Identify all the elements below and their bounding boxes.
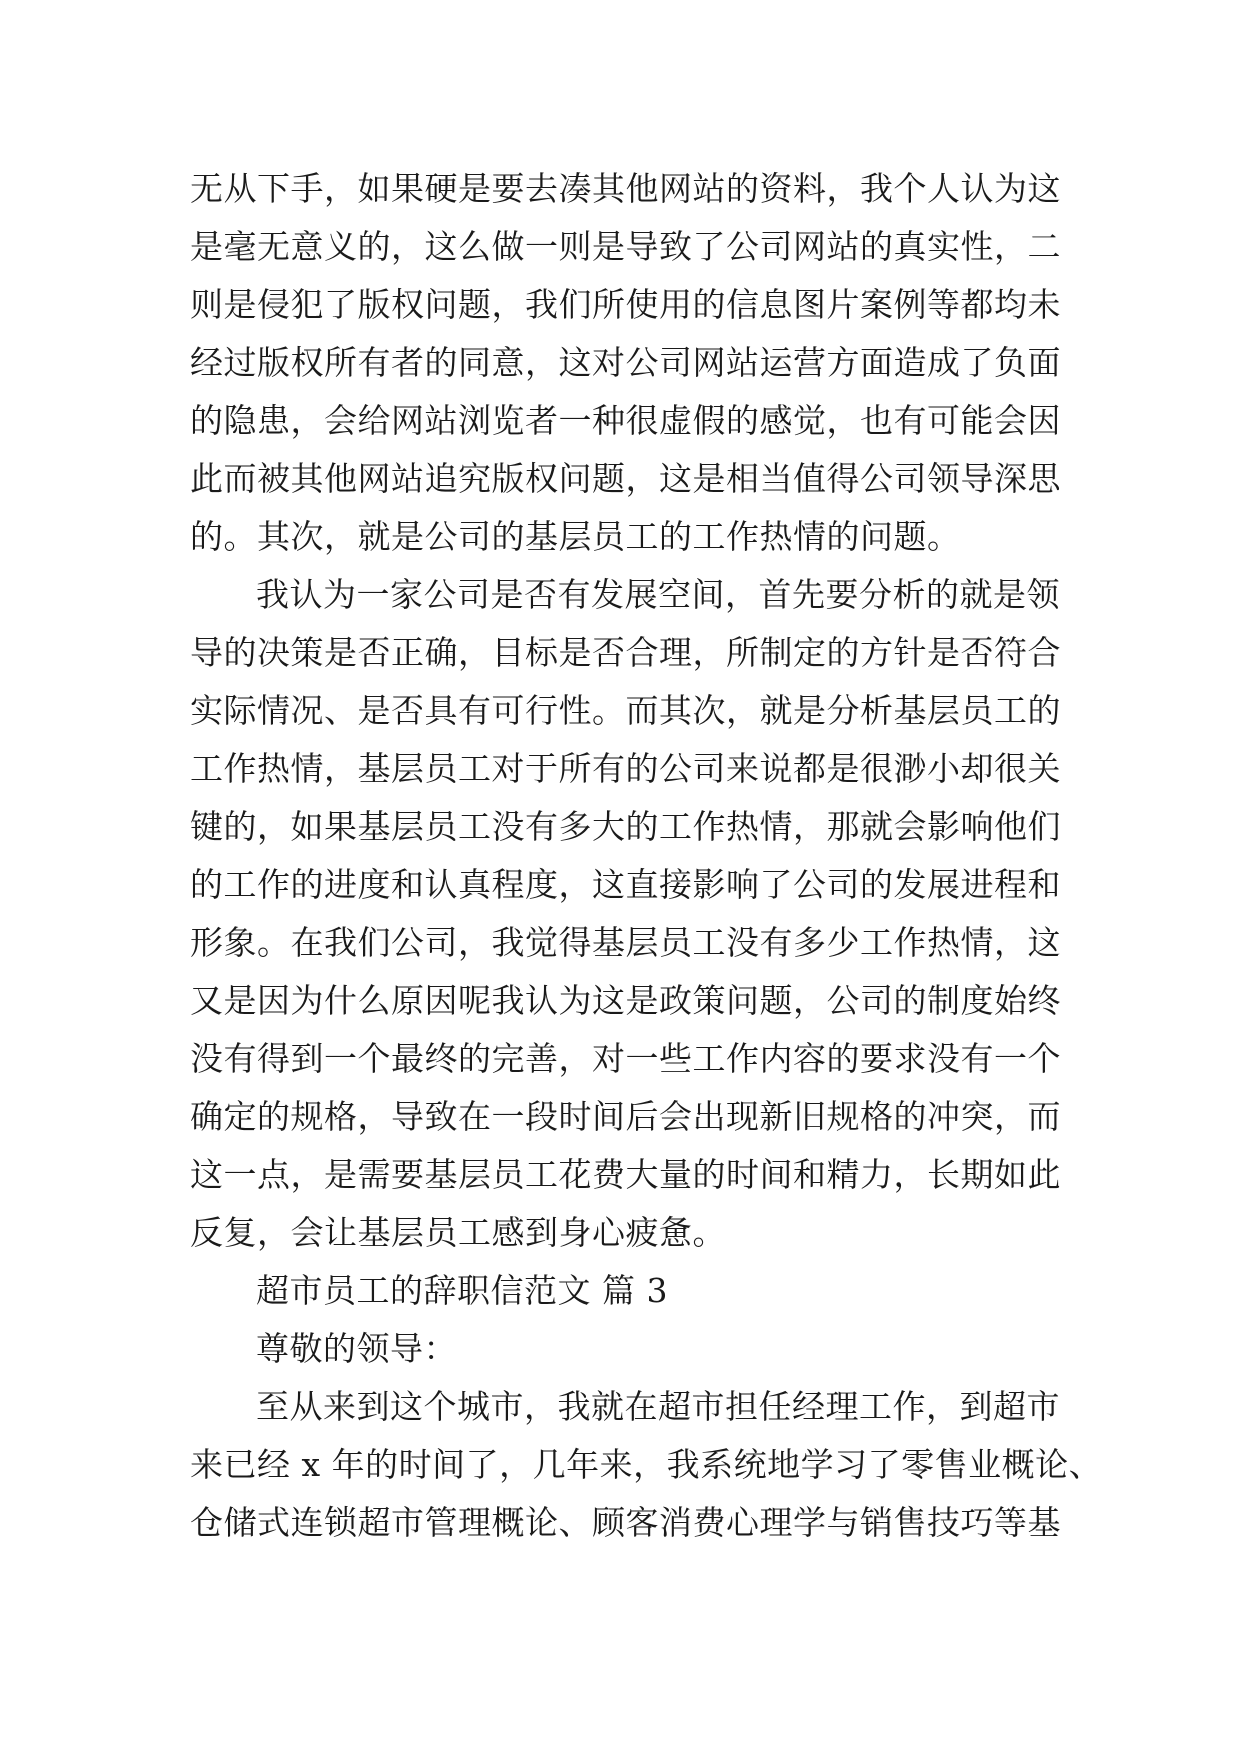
paragraph-line: 确定的规格，导致在一段时间后会出现新旧规格的冲突，而 — [190, 1097, 1061, 1136]
paragraph-line: 工作热情，基层员工对于所有的公司来说都是很渺小却很关 — [190, 749, 1061, 788]
paragraph-line: 这一点，是需要基层员工花费大量的时间和精力，长期如此 — [190, 1155, 1061, 1194]
paragraph-line: 导的决策是否正确，目标是否合理，所制定的方针是否符合 — [190, 633, 1061, 672]
paragraph-line: 实际情况、是否具有可行性。而其次，就是分析基层员工的 — [190, 691, 1061, 730]
section-heading: 超市员工的辞职信范文 篇 3 — [256, 1271, 668, 1310]
salutation: 尊敬的领导： — [256, 1329, 457, 1368]
paragraph-line: 此而被其他网站追究版权问题，这是相当值得公司领导深思 — [190, 459, 1061, 498]
paragraph-line: 没有得到一个最终的完善，对一些工作内容的要求没有一个 — [190, 1039, 1061, 1078]
paragraph-line: 反复，会让基层员工感到身心疲惫。 — [190, 1213, 726, 1252]
paragraph-line: 经过版权所有者的同意，这对公司网站运营方面造成了负面 — [190, 343, 1061, 382]
paragraph-line: 我认为一家公司是否有发展空间，首先要分析的就是领 — [256, 575, 1060, 614]
paragraph-line: 形象。在我们公司，我觉得基层员工没有多少工作热情，这 — [190, 923, 1061, 962]
paragraph-line: 无从下手，如果硬是要去凑其他网站的资料，我个人认为这 — [190, 169, 1061, 208]
paragraph-line: 键的，如果基层员工没有多大的工作热情，那就会影响他们 — [190, 807, 1061, 846]
paragraph-line: 的工作的进度和认真程度，这直接影响了公司的发展进程和 — [190, 865, 1061, 904]
document-page — [190, 160, 1103, 1552]
paragraph-line: 是毫无意义的，这么做一则是导致了公司网站的真实性，二 — [190, 227, 1061, 266]
paragraph-line: 来已经 x 年的时间了，几年来，我系统地学习了零售业概论、 — [190, 1445, 1103, 1484]
paragraph-line: 则是侵犯了版权问题，我们所使用的信息图片案例等都均未 — [190, 285, 1061, 324]
paragraph-line: 的隐患，会给网站浏览者一种很虚假的感觉，也有可能会因 — [190, 401, 1061, 440]
paragraph-line: 的。其次，就是公司的基层员工的工作热情的问题。 — [190, 517, 961, 556]
paragraph-line: 仓储式连锁超市管理概论、顾客消费心理学与销售技巧等基 — [190, 1503, 1061, 1542]
paragraph-line: 又是因为什么原因呢我认为这是政策问题，公司的制度始终 — [190, 981, 1061, 1020]
paragraph-line: 至从来到这个城市，我就在超市担任经理工作，到超市 — [256, 1387, 1060, 1426]
